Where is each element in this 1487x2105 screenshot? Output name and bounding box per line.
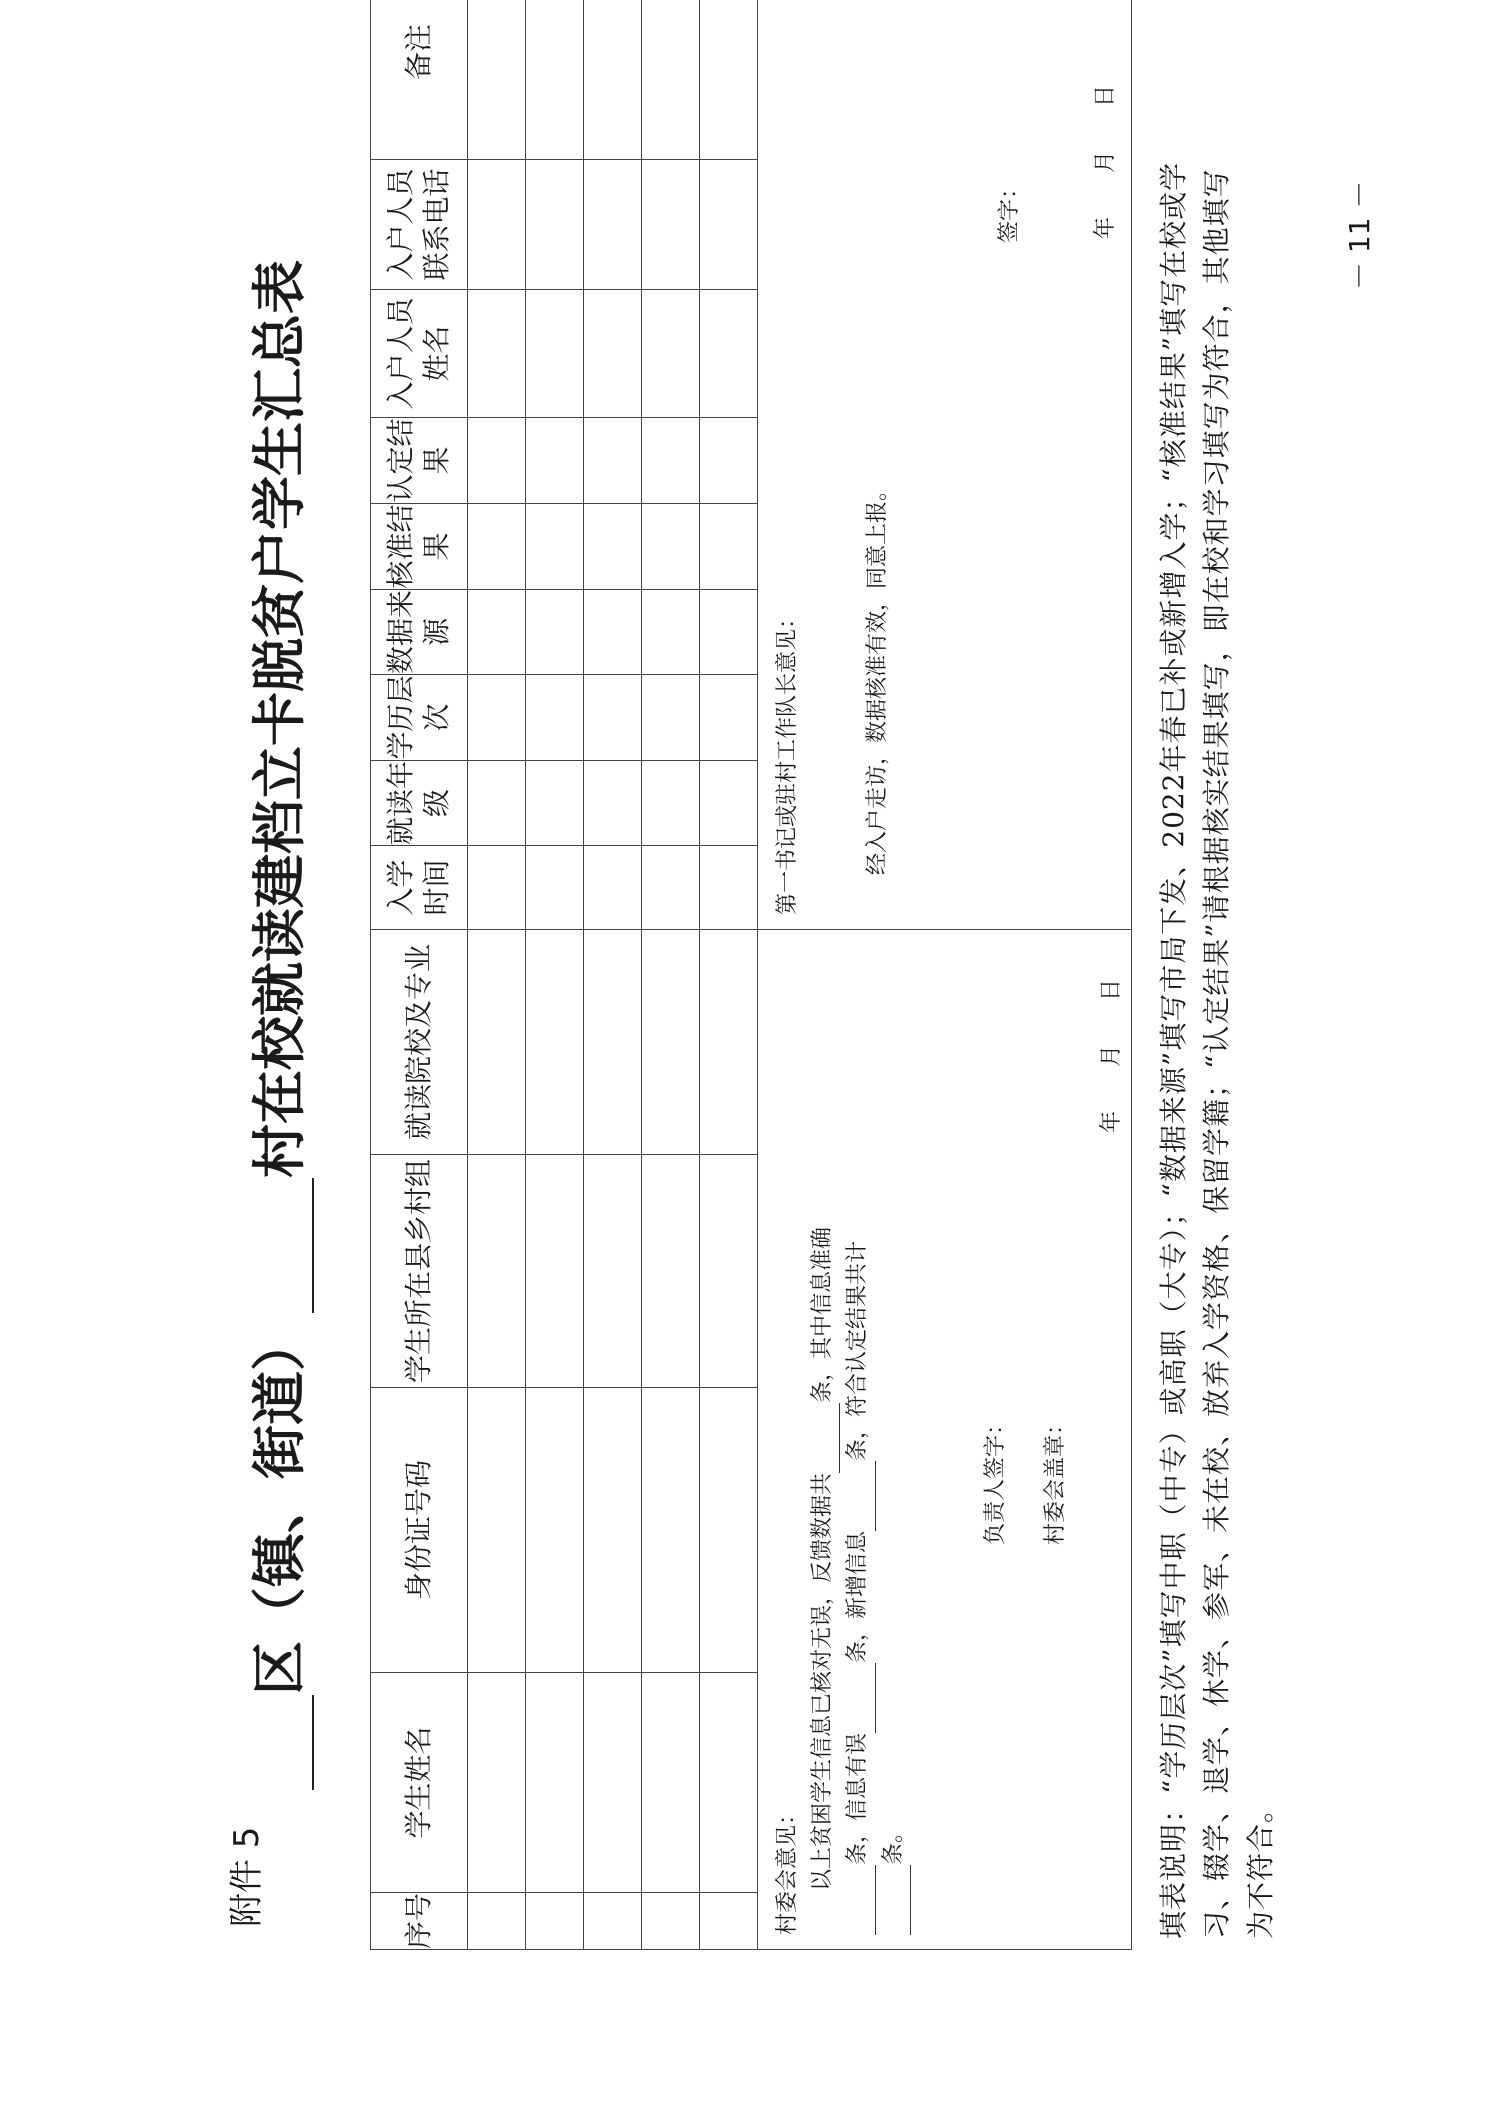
header-cell: 核准结果 bbox=[371, 504, 468, 590]
responsible-signature-label: 负责人签字： bbox=[983, 1412, 1008, 1545]
header-cell: 备注 bbox=[371, 0, 468, 160]
secretary-signature-label: 签字： bbox=[997, 176, 1022, 243]
header-cell: 认定结果 bbox=[371, 418, 468, 504]
fill-blank bbox=[817, 1403, 840, 1473]
header-cell: 就读年级 bbox=[371, 761, 468, 846]
district-blank bbox=[256, 1695, 314, 1790]
header-cell: 学历层次 bbox=[371, 675, 468, 761]
header-cell: 入户人员联系电话 bbox=[371, 160, 468, 290]
form-title bbox=[247, 190, 314, 1790]
table-row bbox=[526, 0, 584, 1950]
header-cell: 学生所在县乡村组 bbox=[371, 1155, 468, 1388]
secretary-opinion-heading: 第一书记或驻村工作队长意见： bbox=[775, 606, 800, 915]
header-cell: 数据来源 bbox=[371, 590, 468, 675]
title-suffix: 村在校就读建档立卡脱贫户学生汇总表 bbox=[247, 260, 311, 1178]
village-opinion-text: 条，信息有误 bbox=[845, 1732, 871, 1865]
village-blank bbox=[256, 1178, 314, 1313]
secretary-date: 年 月 日 bbox=[1093, 84, 1118, 239]
fill-blank bbox=[853, 1865, 876, 1935]
village-seal-label: 村委会盖章： bbox=[1043, 1412, 1068, 1545]
opinion-row bbox=[758, 0, 1132, 1950]
header-cell: 学生姓名 bbox=[371, 1673, 468, 1893]
table-row bbox=[468, 0, 526, 1950]
header-cell: 就读院校及专业 bbox=[371, 930, 468, 1155]
village-opinion-text: 以上贫困学生信息已核对无误，反馈数据共 bbox=[810, 1472, 836, 1891]
secretary-opinion-cell bbox=[758, 0, 1132, 930]
attachment-label: 附件 5 bbox=[227, 1826, 267, 1927]
header-cell: 入户人员姓名 bbox=[371, 290, 468, 418]
village-opinion-cell bbox=[758, 930, 1132, 1950]
header-cell: 入学时间 bbox=[371, 846, 468, 930]
page-number: － 11 － bbox=[1343, 180, 1376, 290]
summary-table bbox=[370, 0, 1132, 1950]
header-cell: 身份证号码 bbox=[371, 1388, 468, 1673]
village-opinion-text: 条。 bbox=[880, 1820, 906, 1865]
header-cell: 序号 bbox=[371, 1893, 468, 1950]
village-opinion-heading: 村委会意见： bbox=[775, 1802, 800, 1935]
fill-blank bbox=[853, 1461, 876, 1531]
fill-blank bbox=[853, 1663, 876, 1733]
title-district: 区（镇、街道） bbox=[247, 1317, 311, 1695]
fill-instructions: 填表说明：“学历层次”填写中职（中专）或高职（大专）；“数据来源”填写市局下发、2022年春已补或新增入学；“核准结果”填写在校或学习、辍学、退学、休学、参军、未在校、放弃入学资格、保留学籍；“认定结果”请根据核实结果填写，即在校和学习填写为符合，其他填写为不符合。 bbox=[1157, 161, 1277, 1939]
village-opinion-text: 条，新增信息 bbox=[845, 1530, 871, 1663]
table-header-row bbox=[371, 0, 468, 1950]
village-opinion-text: 条，符合认定结果共计 bbox=[845, 1240, 871, 1461]
table-row bbox=[584, 0, 642, 1950]
table-row bbox=[700, 0, 758, 1950]
table-row bbox=[642, 0, 700, 1950]
village-opinion-text: 条，其中信息准确 bbox=[810, 1226, 836, 1403]
secretary-opinion-text: 经入户走访，数据核准有效，同意上报。 bbox=[865, 478, 890, 875]
village-date: 年 月 日 bbox=[1099, 978, 1124, 1133]
fill-blank bbox=[888, 1865, 911, 1935]
